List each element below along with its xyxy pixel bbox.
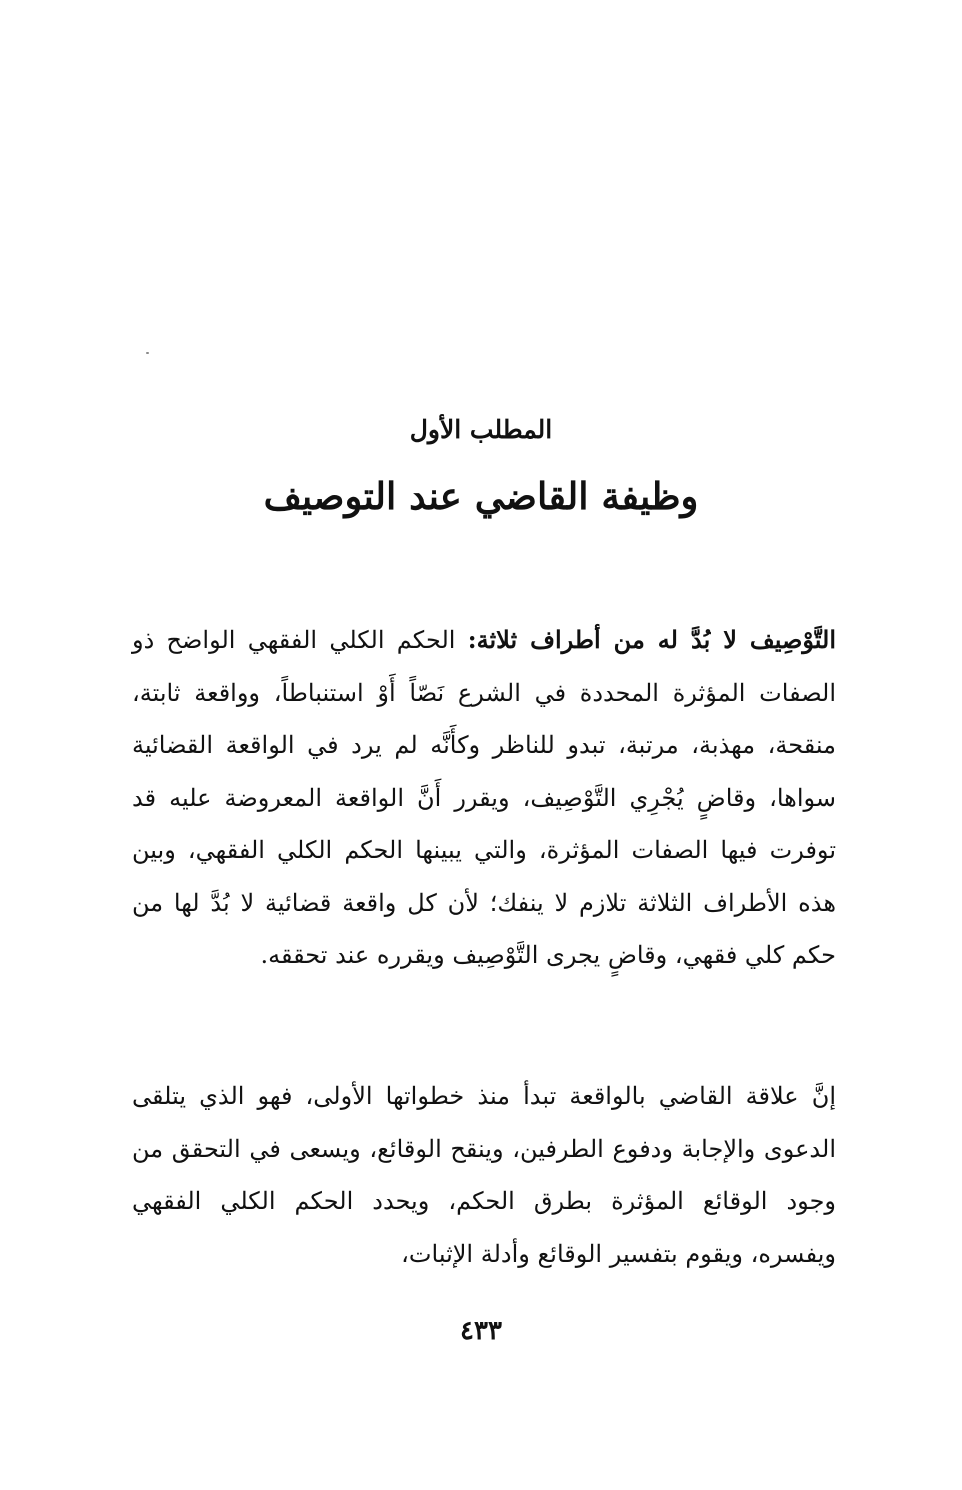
paragraph-2: إنَّ علاقة القاضي بالواقعة تبدأ منذ خطواتها الأولى، فهو الذي يتلقى الدعوى والإجابة ودفوع الطرفين، وينقح الوقائع، ويسعى في التحقق من وجود الوقائع المؤثرة بطرق الحكم، ويحدد الحكم الكلي الفقهي ويفسره، ويقوم بتفسير الوقائع وأدلة الإثبات، xyxy=(132,1082,836,1268)
paragraph-1-lead: التَّوْصِيف لا بُدَّ له من أطراف ثلاثة: xyxy=(467,625,836,654)
paragraph-1 xyxy=(132,614,836,982)
paragraph-1-text: الحكم الكلي الفقهي الواضح ذو الصفات المؤثرة المحددة في الشرع نَصّاً أَوْ استنباطاً، وواقعة ثابتة، منقحة، مهذبة، مرتبة، تبدو للناظر وكأَنَّه لم يرد في الواقعة القضائية سواها، وقاضٍ يُجْرِي التَّوْصِيف، ويقرر أَنَّ الواقعة المعروضة عليه قد توفرت فيها الصفات المؤثرة، والتي يبينها الحكم الكلي الفقهي، وبين هذه الأطراف الثلاثة تلازم لا ينفك؛ لأن كل واقعة قضائية لا بُدَّ لها من حكم كلي فقهي، وقاضٍ يجرى التَّوْصِيف ويقرره عند تحققه. xyxy=(132,626,836,969)
section-title: وظيفة القاضي عند التوصيف xyxy=(263,474,699,518)
page-number: ٤٣٣ xyxy=(460,1316,502,1346)
scan-speck xyxy=(146,352,149,354)
section-label: المطلب الأول xyxy=(409,415,553,444)
